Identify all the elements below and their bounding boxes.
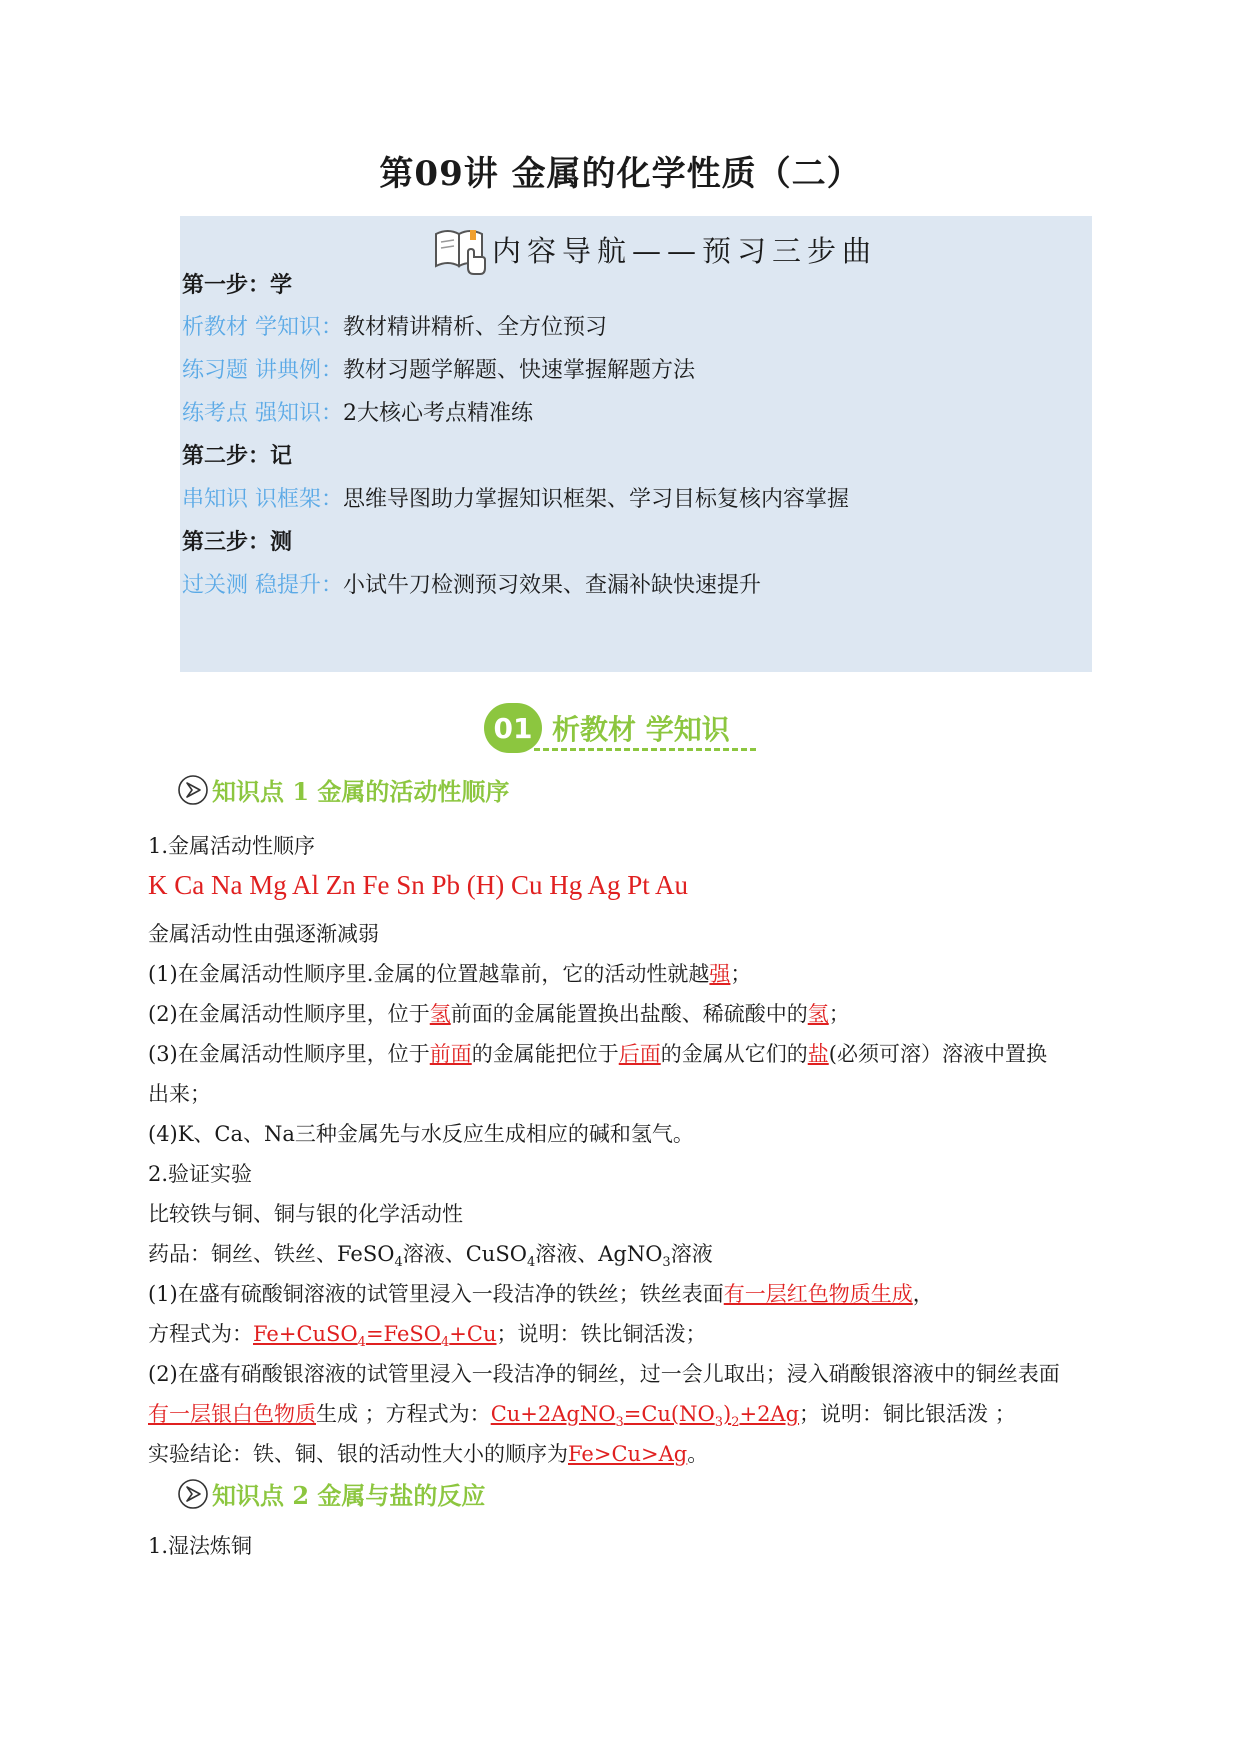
- text-line: 1.湿法炼铜: [148, 1534, 253, 1558]
- step-key: 练考点 强知识：: [182, 401, 343, 426]
- experiment-2-cont: 有一层银白色物质生成 ；方程式为：$Cu+2AgNO_3=Cu(NO_3)_2+2Ag$；说明：铜比银活泼 ；: [148, 1402, 1016, 1431]
- step1-row-3: [182, 396, 533, 427]
- step3-row-1: [182, 568, 761, 599]
- knowledge-point-2-title: 知识点 2 金属与盐的反应: [212, 1481, 486, 1510]
- step-key: 串知识 识框架：: [182, 487, 343, 512]
- rule-3: (3)在金属活动性顺序里，位于前面的金属能把位于后面的金属从它们的盐(必须可溶）溶液中置换: [148, 1042, 1047, 1066]
- step-key: 练习题 讲典例：: [182, 358, 343, 383]
- rule-2: (2)在金属活动性顺序里，位于氢前面的金属能置换出盐酸、稀硫酸中的氢；: [148, 1002, 850, 1026]
- experiment-heading: 2.验证实验: [148, 1162, 253, 1186]
- step-key: 过关测 稳提升：: [182, 573, 343, 598]
- knowledge-point-1-title: 知识点 1 金属的活动性顺序: [212, 777, 510, 806]
- answer-blank: 氢: [429, 1002, 451, 1026]
- step-key: 析教材 学知识：: [182, 315, 343, 340]
- reagents-line: 药品：铜丝、铁丝、FeSO$_4$溶液、CuSO$_4$溶液、AgNO$_3$溶液: [148, 1242, 713, 1271]
- experiment-1: (1)在盛有硫酸铜溶液的试管里浸入一段洁净的铁丝；铁丝表面有一层红色物质生成，: [148, 1282, 934, 1306]
- equation-2: $Cu+2AgNO_3=Cu(NO_3)_2+2Ag$: [490, 1402, 800, 1431]
- activity-series: K Ca Na Mg Al Zn Fe Sn Pb (H) Cu Hg Ag Pt Au: [148, 870, 689, 900]
- step3-head: 第三步：测: [182, 529, 293, 555]
- rule-1: (1)在金属活动性顺序里.金属的位置越靠前，它的活动性就越强；: [148, 962, 752, 986]
- conclusion: 实验结论：铁、铜、银的活动性大小的顺序为Fe>Cu>Ag。: [148, 1442, 709, 1466]
- rule-3-cont: 出来；: [148, 1082, 211, 1106]
- rule-4: (4)K、Ca、Na三种金属先与水反应生成相应的碱和氢气。: [148, 1122, 694, 1146]
- text-line: 1.金属活动性顺序: [148, 834, 316, 858]
- answer-blank: 后面: [618, 1042, 661, 1066]
- step-desc: 教材精讲精析、全方位预习: [343, 315, 608, 340]
- step-desc: 小试牛刀检测预习效果、查漏补缺快速提升: [343, 573, 762, 598]
- step-desc: 思维导图助力掌握知识框架、学习目标复核内容掌握: [343, 487, 850, 512]
- section-number-badge: 01: [484, 703, 542, 753]
- answer-blank: 氢: [807, 1002, 829, 1026]
- knowledge-point-2-heading: [176, 1476, 485, 1511]
- step-desc: 2大核心考点精准练: [343, 401, 533, 426]
- page-title: 第09讲 金属的化学性质（二）: [379, 154, 862, 194]
- answer-blank: 有一层银白色物质: [148, 1402, 316, 1426]
- arrow-circle-icon: [176, 1477, 210, 1511]
- content-navigation-box: [180, 216, 1092, 672]
- section-dashed-underline: [534, 748, 756, 751]
- experiment-subtitle: 比较铁与铜、铜与银的化学活动性: [148, 1202, 463, 1226]
- book-pointer-icon: [430, 220, 490, 278]
- equation-1-line: 方程式为：Fe+CuSO$_4$=FeSO$_4$+Cu；说明：铁比铜活泼；: [148, 1322, 707, 1351]
- answer-blank: 强: [709, 962, 731, 986]
- answer-blank: 有一层红色物质生成: [723, 1282, 913, 1306]
- text-line: 金属活动性由强逐渐减弱: [148, 922, 379, 946]
- nav-header: [430, 216, 877, 282]
- section-title: 析教材 学知识: [552, 713, 730, 746]
- knowledge-point-1-heading: [176, 772, 509, 807]
- experiment-2: (2)在盛有硝酸银溶液的试管里浸入一段洁净的铜丝，过一会儿取出；浸入硝酸银溶液中的铜丝表面: [148, 1362, 1060, 1386]
- step-desc: 教材习题学解题、快速掌握解题方法: [343, 358, 696, 383]
- nav-header-text: 内容导航——预习三步曲: [492, 233, 878, 268]
- step1-head: 第一步：学: [182, 272, 293, 298]
- step2-row-1: [182, 482, 849, 513]
- step2-head: 第二步：记: [182, 443, 293, 469]
- answer-blank: Fe>Cu>Ag: [568, 1442, 688, 1466]
- answer-blank: 盐: [807, 1042, 829, 1066]
- step1-row-2: [182, 353, 695, 384]
- equation-1: Fe+CuSO$_4$=FeSO$_4$+Cu: [253, 1322, 497, 1351]
- step1-row-1: [182, 310, 607, 341]
- arrow-circle-icon: [176, 773, 210, 807]
- answer-blank: 前面: [429, 1042, 472, 1066]
